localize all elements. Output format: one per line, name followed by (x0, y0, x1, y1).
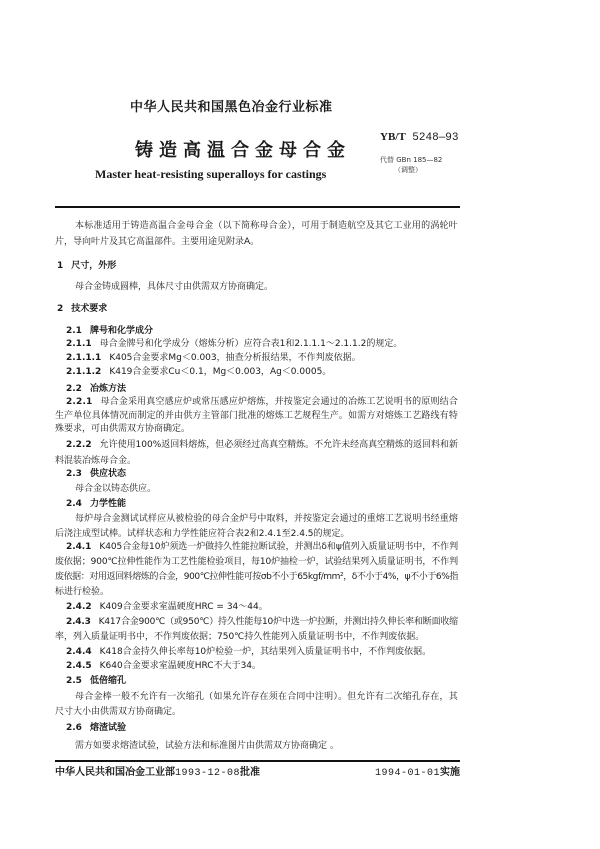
top-divider (55, 206, 460, 208)
clause-text: 片，导向叶片及其它高温部件。主要用途见附录A。 (55, 237, 260, 247)
clause-text: 允许使用100%返回料熔炼，但必须经过高真空精炼。不允许未经高真空精炼的返回料和新 (99, 440, 458, 450)
clause-text: K640合金要求室温硬度HRC不大于34。 (99, 661, 262, 671)
section-title: 牌号和化学成分 (89, 326, 153, 336)
adjusted-note: （调整） (394, 166, 422, 174)
clause-number: 2.1 (66, 326, 82, 336)
body-text-line (55, 529, 350, 540)
bottom-divider (55, 760, 460, 762)
section-heading (57, 304, 107, 315)
clause-text: 尺寸大小由供需双方协商确定。 (55, 707, 182, 717)
clause (66, 353, 361, 364)
clause-text: 母合金棒一般不允许有一次缩孔（如果允许存在须在合同中注明）。但允许有二次缩孔存在，其 (75, 692, 458, 702)
clause (66, 440, 458, 451)
body-text-line (55, 237, 259, 248)
section-title: 冶炼方法 (89, 384, 126, 394)
body-text-line (75, 221, 458, 232)
clause (66, 661, 261, 672)
section-heading (66, 326, 153, 337)
clause-number: 2.2 (66, 384, 82, 394)
standard-code-prefix: YB/T (380, 131, 406, 143)
clause-text: 每炉母合金测试试样应从被检验的母合金炉号中取料，并按鉴定会通过的重熔工艺说明书经重熔 (75, 514, 459, 524)
effective-label: 实施 (440, 767, 460, 778)
clause-text: K419合金要求Cu＜0.1，Mg＜0.003，Ag＜0.0005。 (109, 367, 332, 377)
clause-text: 母合金采用真空感应炉或常压感应炉熔炼，并按鉴定会通过的冶炼工艺说明书的原则结合 (100, 397, 458, 407)
clause-number: 2.1.1.2 (66, 367, 102, 377)
body-text-line (55, 424, 190, 435)
clause-text: 后浇注成型试棒。试样状态和力学性能应符合表2和2.4.1至2.4.5的规定。 (55, 529, 350, 539)
body-text-line (55, 707, 181, 718)
clause-text: K409合金要求室温硬度HRC = 34～44。 (99, 602, 268, 612)
clause-number: 2 (57, 304, 64, 314)
clause-number: 2.4.3 (66, 617, 91, 627)
section-heading (66, 499, 126, 510)
clause-text: 母合金以铸态供应。 (75, 484, 157, 494)
body-text-line (75, 692, 458, 703)
clause-number: 2.2.1 (66, 397, 93, 407)
english-title: Master heat-resisting superalloys for castings (95, 167, 327, 181)
clause (66, 542, 458, 553)
clause (66, 602, 268, 613)
clause-number: 2.4.2 (66, 602, 92, 612)
approve-date: 1993-12-08 (175, 768, 241, 779)
clause-text: K405合金要求Mg＜0.003，抽查分析报结果，不作判废依据。 (109, 353, 361, 363)
clause-number: 2.4.1 (66, 542, 92, 552)
clause-text: 废依据；900℃拉伸性能作为工艺性能检验项目，每10炉抽检一炉，试验结果列入质量证明书，不作判 (55, 557, 458, 567)
section-heading (57, 261, 116, 272)
clause-text: 需方如要求熔渣试验，试验方法和标准图片由供需双方协商确定 。 (75, 741, 339, 751)
clause-text: 标进行检验。 (55, 587, 110, 597)
section-title: 尺寸，外形 (71, 261, 117, 271)
clause-text: 本标准适用于铸造高温合金母合金（以下简称母合金），可用于制造航空及其它工业用的涡轮叶 (75, 221, 458, 231)
clause-text: K418合金持久伸长率每10炉检验一炉，其结果列入质量证明书中，不作判废依据。 (99, 647, 432, 657)
clause-number: 2.4.5 (66, 661, 92, 671)
section-heading (66, 676, 126, 687)
body-text-line (75, 514, 458, 525)
clause-number: 2.4.4 (66, 647, 92, 657)
clause-text: 废依据：对用返回料熔炼的合金，900℃拉伸性能可按σb不小于65kgf/mm²，δ不小于4%，ψ不小于6%指 (55, 572, 458, 582)
clause (66, 367, 331, 378)
body-text-line (55, 632, 424, 643)
body-text-line (55, 456, 136, 467)
clause-number: 2.5 (66, 676, 82, 686)
clause-text: K405合金每10炉须选一炉做持久性能拉断试验，并测出δ和ψ值列入质量证明书中，不作判 (99, 542, 459, 552)
clause (66, 617, 458, 628)
clause-text: K417合金900℃（或950℃）持久性能每10炉中选一炉拉断，并测出持久伸长率和断面收缩 (98, 617, 458, 627)
body-text-line (55, 411, 458, 422)
clause-text: 率，列入质量证明书中，不作判废依据；750℃持久性能列入质量证明书中，不作判废依据。 (55, 632, 425, 642)
section-title: 熔渣试验 (89, 723, 126, 733)
approval-info (55, 767, 260, 780)
standard-code-number: 5248—93 (412, 132, 459, 144)
body-text-line (55, 557, 458, 568)
clause-number: 2.3 (66, 469, 82, 479)
body-text-line (55, 572, 458, 583)
issuer: 中华人民共和国冶金工业部 (55, 767, 175, 778)
document-title: 铸造高温合金母合金 (135, 140, 351, 161)
body-text-line (75, 484, 156, 495)
body-text-line (75, 741, 339, 752)
effective-date: 1994-01-01 (374, 768, 440, 779)
section-title: 低倍缩孔 (89, 676, 126, 686)
clause-text: 料混装冶炼母合金。 (55, 456, 137, 466)
clause-number: 2.2.2 (66, 440, 92, 450)
approve-label: 批准 (240, 767, 261, 778)
clause-number: 2.1.1.1 (66, 353, 102, 363)
section-title: 供应状态 (89, 469, 126, 479)
clause-text: 母合金牌号和化学成分（熔炼分析）应符合表1和2.1.1.1～2.1.1.2的规定。 (99, 339, 403, 349)
clause-text: 生产单位具体情况而制定的并由供方主管部门批准的熔炼工艺规程生产。如需方对熔炼工艺路线有特 (55, 411, 458, 421)
clause-text: 殊要求，可由供需双方协商确定。 (55, 424, 191, 434)
clause-number: 1 (57, 261, 64, 271)
clause-number: 2.1.1 (66, 339, 92, 349)
section-title: 力学性能 (89, 499, 126, 509)
section-heading (66, 723, 126, 734)
clause-number: 2.4 (66, 499, 82, 509)
replaces-note: 代替 GBn 185—82 (380, 156, 443, 164)
clause (66, 647, 431, 658)
issuing-body-heading: 中华人民共和国黑色冶金行业标准 (130, 100, 333, 115)
clause-number: 2.6 (66, 723, 82, 733)
section-heading (66, 469, 126, 480)
body-text-line (75, 282, 273, 293)
clause (66, 397, 458, 408)
standard-code (380, 131, 459, 144)
effective-info (375, 767, 460, 780)
section-heading (66, 384, 126, 395)
clause (66, 339, 402, 350)
body-text-line (55, 587, 109, 598)
clause-text: 母合金铸成圆棒，具体尺寸由供需双方协商确定。 (75, 282, 274, 292)
section-title: 技术要求 (71, 304, 108, 314)
